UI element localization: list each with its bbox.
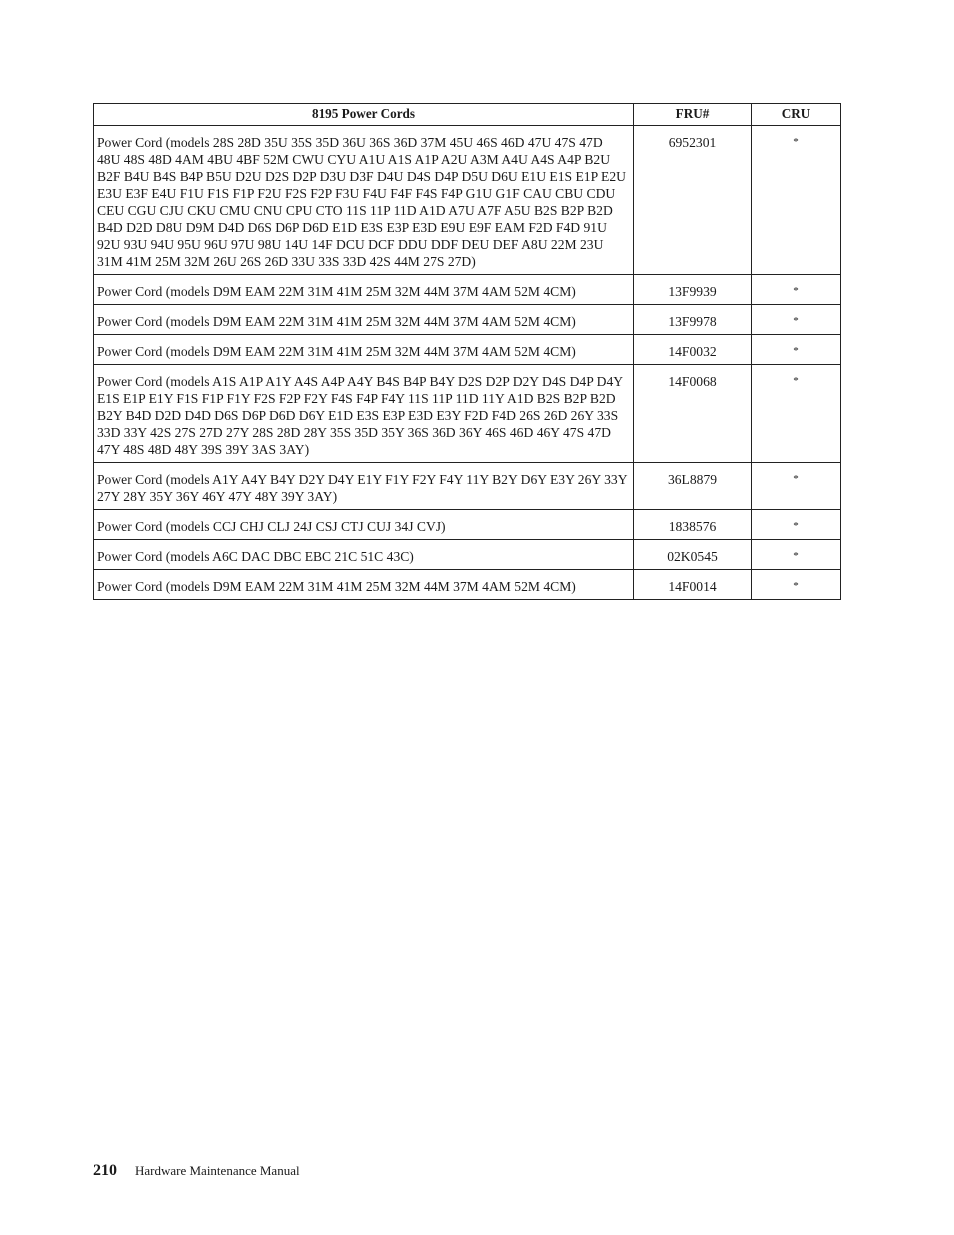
power-cords-table	[93, 103, 841, 600]
table-header-row	[94, 104, 841, 126]
column-header-description: 8195 Power Cords	[94, 104, 634, 126]
page-number: 210	[93, 1162, 117, 1179]
row-cru-marker: *	[752, 540, 841, 570]
table-row	[94, 335, 841, 365]
row-description: Power Cord (models D9M EAM 22M 31M 41M 25M 32M 44M 37M 4AM 52M 4CM)	[94, 305, 634, 335]
column-header-cru: CRU	[752, 104, 841, 126]
row-description: Power Cord (models D9M EAM 22M 31M 41M 25M 32M 44M 37M 4AM 52M 4CM)	[94, 570, 634, 600]
table-row	[94, 510, 841, 540]
table-row	[94, 463, 841, 510]
table-row	[94, 570, 841, 600]
row-fru-number: 14F0014	[634, 570, 752, 600]
row-cru-marker: *	[752, 510, 841, 540]
table-row	[94, 365, 841, 463]
row-cru-marker: *	[752, 275, 841, 305]
table-row	[94, 540, 841, 570]
row-description: Power Cord (models D9M EAM 22M 31M 41M 25M 32M 44M 37M 4AM 52M 4CM)	[94, 335, 634, 365]
row-cru-marker: *	[752, 463, 841, 510]
table-row	[94, 305, 841, 335]
row-fru-number: 13F9939	[634, 275, 752, 305]
column-header-fru: FRU#	[634, 104, 752, 126]
table-row	[94, 126, 841, 275]
manual-title: Hardware Maintenance Manual	[135, 1163, 300, 1178]
row-fru-number: 14F0068	[634, 365, 752, 463]
page-footer	[93, 1162, 300, 1180]
row-cru-marker: *	[752, 335, 841, 365]
row-description: Power Cord (models A1S A1P A1Y A4S A4P A4Y B4S B4P B4Y D2S D2P D2Y D4S D4P D4Y E1S E1P E1Y F1S F1P F1Y F2S F2P F2Y F4S F4P F4Y 11S 11P 11D 11Y A1D B2S B2P B2D B2Y B4D D2D D4D D6S D6P D6D D6Y E1D E3S E3P E3D E3Y F2D F4D 26S 26D 26Y 33S 33D 33Y 42S 27S 27D 27Y 28S 28D 28Y 35S 35D 35Y 36S 36D 36Y 46S 46D 46Y 47S 47D 47Y 48S 48D 48Y 39S 39Y 3AS 3AY)	[94, 365, 634, 463]
row-cru-marker: *	[752, 570, 841, 600]
row-fru-number: 1838576	[634, 510, 752, 540]
table-row	[94, 275, 841, 305]
row-fru-number: 6952301	[634, 126, 752, 275]
row-fru-number: 13F9978	[634, 305, 752, 335]
row-description: Power Cord (models D9M EAM 22M 31M 41M 25M 32M 44M 37M 4AM 52M 4CM)	[94, 275, 634, 305]
row-fru-number: 02K0545	[634, 540, 752, 570]
row-cru-marker: *	[752, 365, 841, 463]
row-cru-marker: *	[752, 126, 841, 275]
row-description: Power Cord (models 28S 28D 35U 35S 35D 36U 36S 36D 37M 45U 46S 46D 47U 47S 47D 48U 48S 48D 4AM 4BU 4BF 52M CWU CYU A1U A1S A1P A2U A3M A4U A4S A4P B2U B2F B4U B4S B4P B5U D2U D2S D2P D3U D3F D4U D4S D4P D5U D6U E1U E1S E1P E2U E3U E3F E4U F1U F1S F1P F2U F2S F2P F3U F4U F4F F4S F4P G1U G1F CAU CBU CDU CEU CGU CJU CKU CMU CNU CPU CTO 11S 11P 11D A1D A7U A7F A5U B2S B2P B2D B4D D2D D8U D9M D4D D6S D6P D6D E1D E3S E3P E3D E9U E9F EAM F2D F4D 91U 92U 93U 94U 95U 96U 97U 98U 14U 14F DCU DCF DDU DDF DEU DEF A8U 22M 23U 31M 41M 25M 32M 26U 26S 26D 33U 33S 33D 42S 44M 27S 27D)	[94, 126, 634, 275]
row-cru-marker: *	[752, 305, 841, 335]
row-fru-number: 36L8879	[634, 463, 752, 510]
row-description: Power Cord (models CCJ CHJ CLJ 24J CSJ CTJ CUJ 34J CVJ)	[94, 510, 634, 540]
row-description: Power Cord (models A1Y A4Y B4Y D2Y D4Y E1Y F1Y F2Y F4Y 11Y B2Y D6Y E3Y 26Y 33Y 27Y 28Y 35Y 36Y 46Y 47Y 48Y 39Y 3AY)	[94, 463, 634, 510]
row-description: Power Cord (models A6C DAC DBC EBC 21C 51C 43C)	[94, 540, 634, 570]
row-fru-number: 14F0032	[634, 335, 752, 365]
